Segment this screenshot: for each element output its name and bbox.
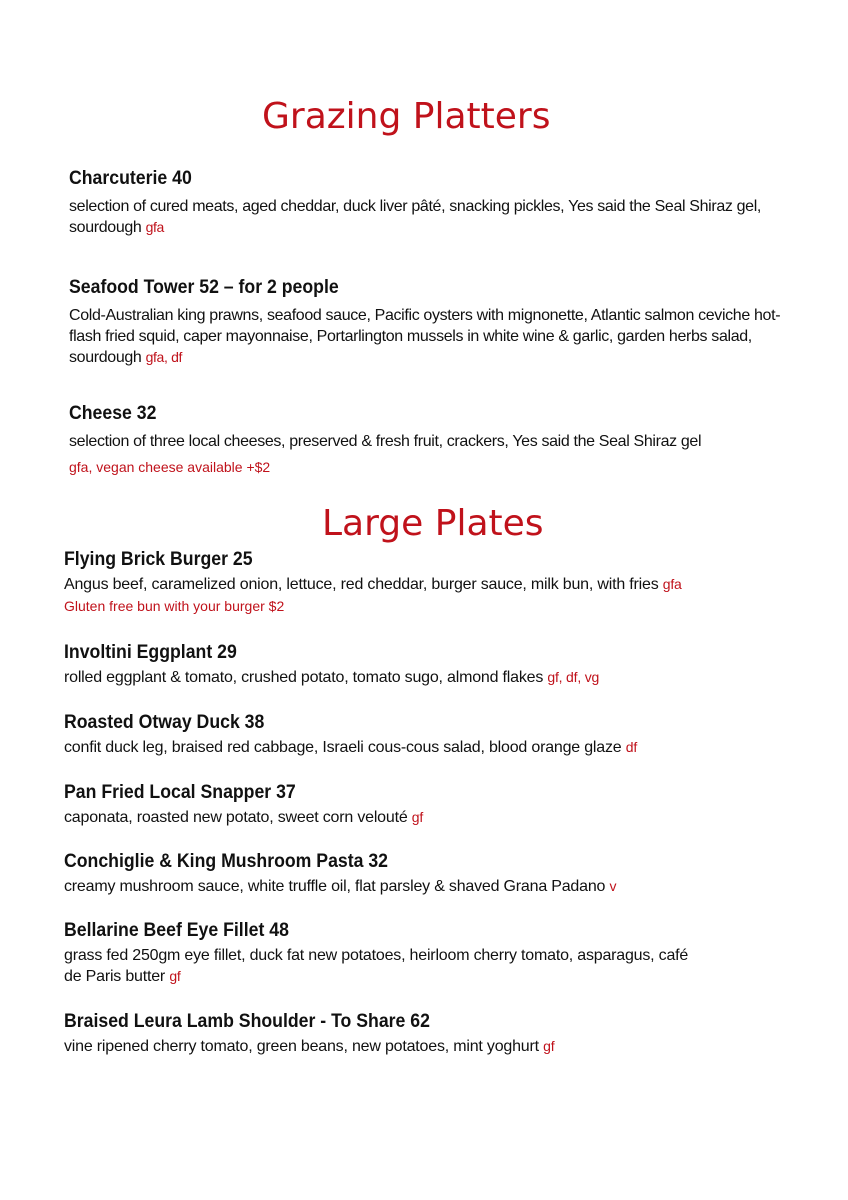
item-name: Charcuterie 40 xyxy=(69,168,192,189)
item-description xyxy=(64,574,804,595)
menu-item-cheese xyxy=(69,403,809,476)
item-name: Cheese 32 xyxy=(69,403,157,424)
menu-item-roasted-otway-duck xyxy=(64,712,804,758)
item-description xyxy=(64,737,804,758)
description-text: creamy mushroom sauce, white truffle oil, flat parsley & shaved Grana Padano xyxy=(64,878,610,895)
description-text: grass fed 250gm eye fillet, duck fat new potatoes, heirloom cherry tomato, asparagus, café de Paris butter xyxy=(64,947,689,985)
description-text: vine ripened cherry tomato, green beans, new potatoes, mint yoghurt xyxy=(64,1038,544,1055)
item-description xyxy=(64,1036,804,1057)
dietary-tag: gfa xyxy=(662,576,682,592)
item-description xyxy=(69,305,799,368)
item-description xyxy=(64,807,804,828)
menu-item-flying-brick-burger xyxy=(64,549,804,615)
item-name: Bellarine Beef Eye Fillet 48 xyxy=(64,920,289,941)
dietary-tag: gfa xyxy=(145,219,164,235)
dietary-tag: df xyxy=(625,739,638,755)
dietary-tag: gf xyxy=(411,809,424,825)
description-text: rolled eggplant & tomato, crushed potato, tomato sugo, almond flakes xyxy=(64,669,548,686)
description-text: caponata, roasted new potato, sweet corn velouté xyxy=(64,809,412,826)
menu-item-charcuterie xyxy=(69,168,809,238)
item-description xyxy=(64,876,804,897)
grazing-platters-heading: Grazing Platters xyxy=(262,96,551,137)
item-name: Pan Fried Local Snapper 37 xyxy=(64,782,296,803)
dietary-tag: gf xyxy=(543,1038,555,1054)
item-description xyxy=(69,431,809,452)
item-description xyxy=(64,945,704,987)
menu-item-seafood-tower xyxy=(69,277,799,368)
menu-item-braised-leura-lamb-shoulder xyxy=(64,1011,804,1057)
large-plates-heading: Large Plates xyxy=(322,503,544,544)
item-description xyxy=(69,196,809,238)
description-text: selection of three local cheeses, preserved & fresh fruit, crackers, Yes said the Seal Shiraz gel xyxy=(69,433,702,450)
description-text: Cold-Australian king prawns, seafood sauce, Pacific oysters with mignonette, Atlantic salmon ceviche hot-flash fried squid, caper mayonnaise, Portarlington mussels in white wine & garlic, garden herbs salad, sourdough xyxy=(69,307,781,366)
dietary-tag: gfa, df xyxy=(145,349,183,365)
item-note: Gluten free bun with your burger $2 xyxy=(64,598,285,614)
item-name: Seafood Tower 52 – for 2 people xyxy=(69,277,339,298)
dietary-tag: gf xyxy=(169,968,181,984)
item-name: Roasted Otway Duck 38 xyxy=(64,712,265,733)
description-text: selection of cured meats, aged cheddar, duck liver pâté, snacking pickles, Yes said the Seal Shiraz gel, sourdough xyxy=(69,198,762,236)
item-description xyxy=(64,667,804,688)
item-name: Flying Brick Burger 25 xyxy=(64,549,253,570)
item-name: Braised Leura Lamb Shoulder - To Share 62 xyxy=(64,1011,430,1032)
item-note: gfa, vegan cheese available +$2 xyxy=(69,459,271,475)
menu-item-involtini-eggplant xyxy=(64,642,804,688)
menu-item-pan-fried-local-snapper xyxy=(64,782,804,828)
menu-item-bellarine-beef-eye-fillet xyxy=(64,920,704,987)
description-text: confit duck leg, braised red cabbage, Israeli cous-cous salad, blood orange glaze xyxy=(64,739,626,756)
dietary-tag: gf, df, vg xyxy=(547,669,600,685)
description-text: Angus beef, caramelized onion, lettuce, red cheddar, burger sauce, milk bun, with fries xyxy=(64,576,663,593)
item-name: Involtini Eggplant 29 xyxy=(64,642,237,663)
menu-item-conchiglie-pasta xyxy=(64,851,804,897)
dietary-tag: v xyxy=(609,878,617,894)
item-name: Conchiglie & King Mushroom Pasta 32 xyxy=(64,851,389,872)
